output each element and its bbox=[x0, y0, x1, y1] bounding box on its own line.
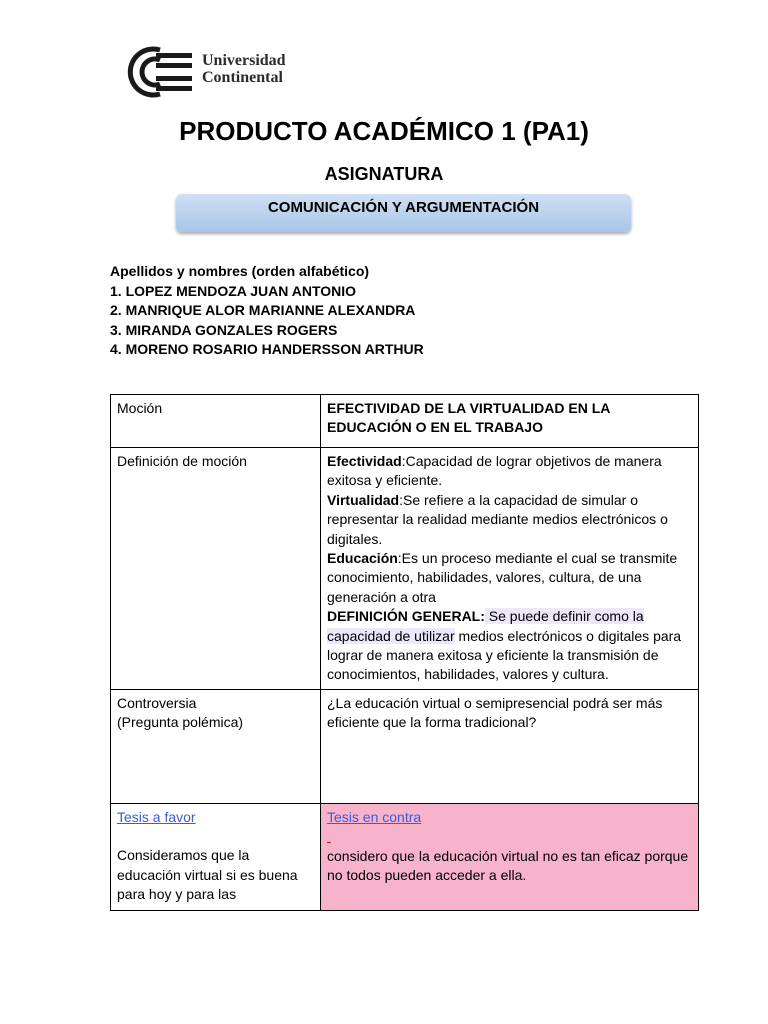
member-item: 2. MANRIQUE ALOR MARIANNE ALEXANDRA bbox=[110, 302, 416, 318]
tesis-contra-link[interactable] bbox=[327, 808, 692, 827]
edit-mark bbox=[327, 827, 692, 846]
logo-line-1: Universidad bbox=[202, 52, 286, 69]
general-rest: medios electrónicos o digitales para lograr de manera exitosa y eficiente la transmisión de conocimientos, habilidades, valores y cultura. bbox=[327, 627, 682, 683]
tesis-contra-cell bbox=[321, 803, 699, 910]
virtualidad-term: Virtualidad bbox=[327, 491, 400, 508]
member-item: 1. LOPEZ MENDOZA JUAN ANTONIO bbox=[110, 282, 357, 299]
logo-wordmark bbox=[202, 52, 286, 86]
table-row bbox=[111, 395, 699, 448]
university-logo-icon bbox=[120, 46, 196, 98]
members-block bbox=[110, 262, 424, 360]
university-logo bbox=[120, 46, 310, 98]
efectividad-term: Efectividad bbox=[327, 453, 402, 469]
member-item: 3. MIRANDA GONZALES ROGERS bbox=[110, 321, 338, 338]
educacion-def: :Es un proceso mediante el cual se transmite conocimiento, habilidades, valores, cultura, de una generación a otra bbox=[327, 550, 678, 605]
general-highlight: Se puede definir como la capacidad de utilizar bbox=[327, 608, 644, 644]
member-item: 4. MORENO ROSARIO HANDERSSON ARTHUR bbox=[110, 341, 424, 357]
tesis-favor-link[interactable]: Tesis a favor bbox=[117, 808, 196, 825]
definicion-value bbox=[321, 448, 699, 690]
tesis-favor-cell bbox=[111, 803, 321, 910]
page-subtitle: ASIGNATURA bbox=[324, 164, 444, 184]
mocion-label: Moción bbox=[111, 395, 321, 448]
logo-line-2: Continental bbox=[202, 69, 283, 86]
motion-table bbox=[110, 394, 699, 911]
table-row bbox=[111, 448, 699, 690]
members-heading: Apellidos y nombres (orden alfabético) bbox=[110, 263, 370, 279]
controversia-value: ¿La educación virtual o semipresencial podrá ser más eficiente que la forma tradicional? bbox=[321, 689, 699, 803]
tesis-contra-text: considero que la educación virtual no es tan eficaz porque no todos pueden acceder a ella. bbox=[327, 847, 689, 884]
mocion-value: EFECTIVIDAD DE LA VIRTUALIDAD EN LA EDUCACIÓN O EN EL TRABAJO bbox=[321, 395, 699, 448]
efectividad-def: :Capacidad de lograr objetivos de manera exitosa y eficiente. bbox=[327, 453, 662, 489]
educacion-term: Educación bbox=[327, 550, 398, 567]
definicion-label: Definición de moción bbox=[111, 448, 321, 690]
general-term: DEFINICIÓN GENERAL: bbox=[327, 608, 485, 625]
controversia-label bbox=[111, 689, 321, 803]
tesis-favor-text: Consideramos que la educación virtual si es buena para hoy y para las bbox=[117, 847, 298, 903]
table-row bbox=[111, 803, 699, 910]
tesis-contra-label: Tesis en contra bbox=[327, 808, 422, 825]
course-banner: COMUNICACIÓN Y ARGUMENTACIÓN bbox=[176, 194, 631, 232]
page-title: PRODUCTO ACADÉMICO 1 (PA1) bbox=[179, 116, 589, 146]
controversia-label-line2: (Pregunta polémica) bbox=[117, 714, 244, 731]
table-row bbox=[111, 689, 699, 803]
virtualidad-def: :Se refiere a la capacidad de simular o representar la realidad mediante medios electrónicos o digitales. bbox=[327, 491, 668, 547]
controversia-label-line1: Controversia bbox=[117, 694, 197, 711]
